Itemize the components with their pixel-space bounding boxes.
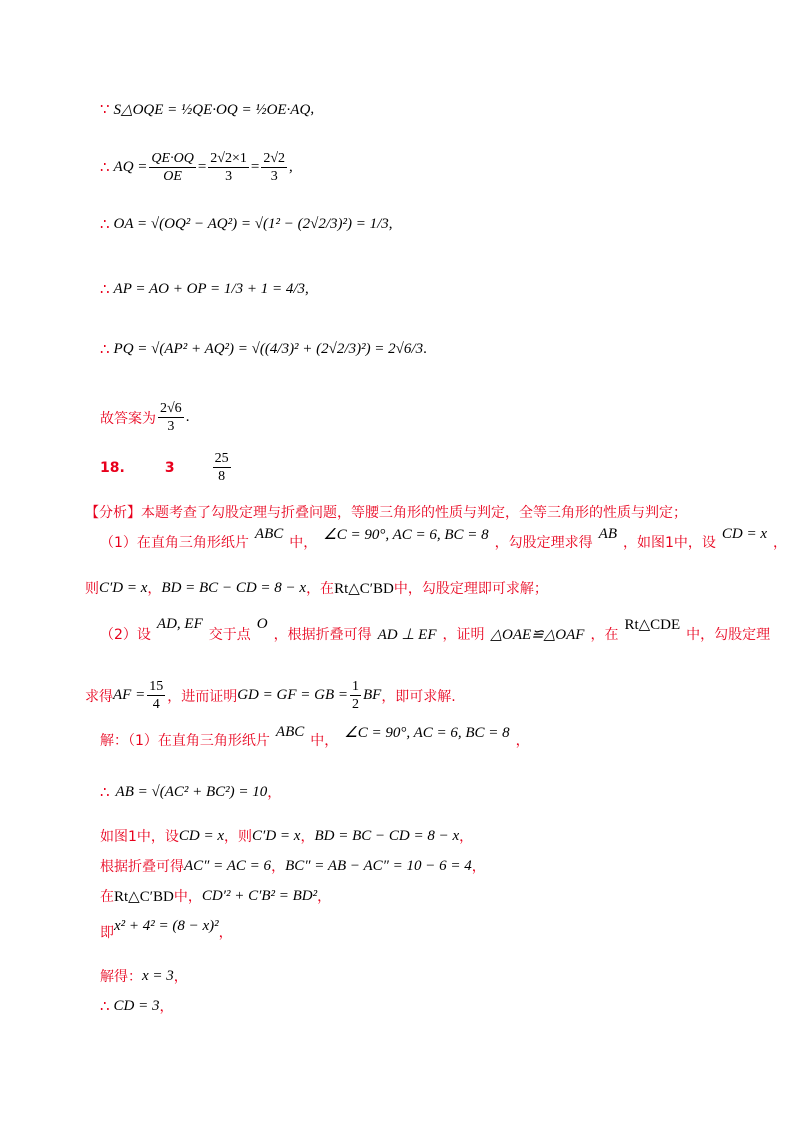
solution-part-1: 解：（1）在直角三角形纸片 ABC 中， ∠C = 90°, AC = 6, BC = 8 ，	[100, 723, 530, 749]
solution-set-cd: 如图1中，设 CD = x ，则 C′D = x ， BD = BC − CD = 8 − x ，	[100, 827, 474, 845]
therefore-symbol: ∴	[100, 342, 110, 358]
therefore-symbol: ∴	[100, 160, 110, 176]
solution-solve: 解得： x = 3 ，	[100, 967, 188, 985]
analysis-part-1: （1）在直角三角形纸片 ABC 中， ∠C = 90°, AC = 6, BC = 8 ，勾股定理求得 AB ，如图1中，设 CD = x ，	[100, 525, 788, 551]
af-fraction: $\frac{15}{4}$	[149, 679, 164, 712]
question-number: 18.	[100, 459, 125, 476]
line-area-equation	[100, 100, 314, 119]
solution-equation: 即 x² + 4² = (8 − x)² ，	[100, 917, 233, 941]
line-end: ,	[305, 281, 309, 297]
aq-fraction-3: $\frac{2√2}{3}$	[263, 151, 286, 184]
line-end: .	[423, 341, 427, 357]
aq-lhs: AQ =	[113, 159, 148, 175]
solution-fold: 根据折叠可得 AC″ = AC = 6 ， BC″ = AB − AC″ = 10 − 6 = 4 ，	[100, 857, 486, 875]
pq-equation: PQ = √(AP² + AQ²) = √((4/3)² + (2√2/3)²) = 2√6/3	[113, 341, 424, 357]
line-end: ,	[388, 216, 393, 232]
aq-fraction-1: $\frac{QE\cdot OQ}{OE}$	[151, 151, 194, 184]
ap-equation: AP = AO + OP = 1/3 + 1 = 4/3	[113, 281, 305, 297]
line-end: ,	[289, 159, 293, 175]
answer-label: 故答案为	[100, 410, 156, 427]
aq-fraction-2: $\frac{2√2\times 1}{3}$	[210, 151, 247, 184]
answer-1: 3	[164, 459, 175, 476]
answer-fraction: $\frac{2√6}{3}$	[160, 401, 182, 434]
analysis-part-2-cont: 求得 AF = $\frac{15}{4}$ ，进而证明 GD = GF = GB = $\frac{1}{2}$ BF ，即可求解.	[85, 679, 456, 712]
because-symbol: ∵	[100, 102, 110, 118]
question-18-answers	[100, 450, 233, 485]
analysis-part-2: （2）设 AD, EF 交于点 O ，根据折叠可得 AD ⊥ EF ，证明 △OAE≌△OAF ，在 Rt△CDE 中，勾股定理	[100, 615, 771, 643]
solution-ab: ∴ AB = √(AC² + BC²) = 10 ，	[100, 783, 282, 801]
analysis-intro: 【分析】本题考查了勾股定理与折叠问题，等腰三角形的性质与判定，全等三角形的性质与判定；	[85, 505, 687, 521]
half-fraction: $\frac{1}{2}$	[351, 679, 359, 712]
line-oa-equation	[100, 215, 393, 234]
analysis-part-1-cont: 则 C′D = x ， BD = BC − CD = 8 − x ，在 Rt△C′BD 中，勾股定理即可求解；	[85, 579, 548, 597]
line-pq-equation	[100, 340, 427, 359]
answer-2-fraction: $\frac{25}{8}$	[214, 451, 229, 484]
therefore-symbol: ∴	[100, 282, 110, 298]
oa-equation: OA = √(OQ² − AQ²) = √(1² − (2√2/3)²) = 1/3	[113, 216, 389, 232]
therefore-symbol: ∴	[100, 217, 110, 233]
line-ap-equation	[100, 280, 309, 299]
solution-result: ∴ CD = 3 ，	[100, 997, 174, 1015]
answer-line: 故答案为 $\frac{2√6}{3}$ .	[100, 401, 190, 434]
solution-pythagoras: 在 Rt△C′BD 中， CD′² + C′B² = BD² ，	[100, 887, 332, 905]
line-end: ,	[310, 101, 315, 117]
area-equation: S△OQE = ½QE·OQ = ½OE·AQ	[113, 102, 311, 118]
line-aq-equation: ∴ AQ = $\frac{QE\cdot OQ}{OE}$ = $\frac{2√2\times 1}{3}$ = $\frac{2√2}{3}$ ,	[100, 151, 293, 184]
